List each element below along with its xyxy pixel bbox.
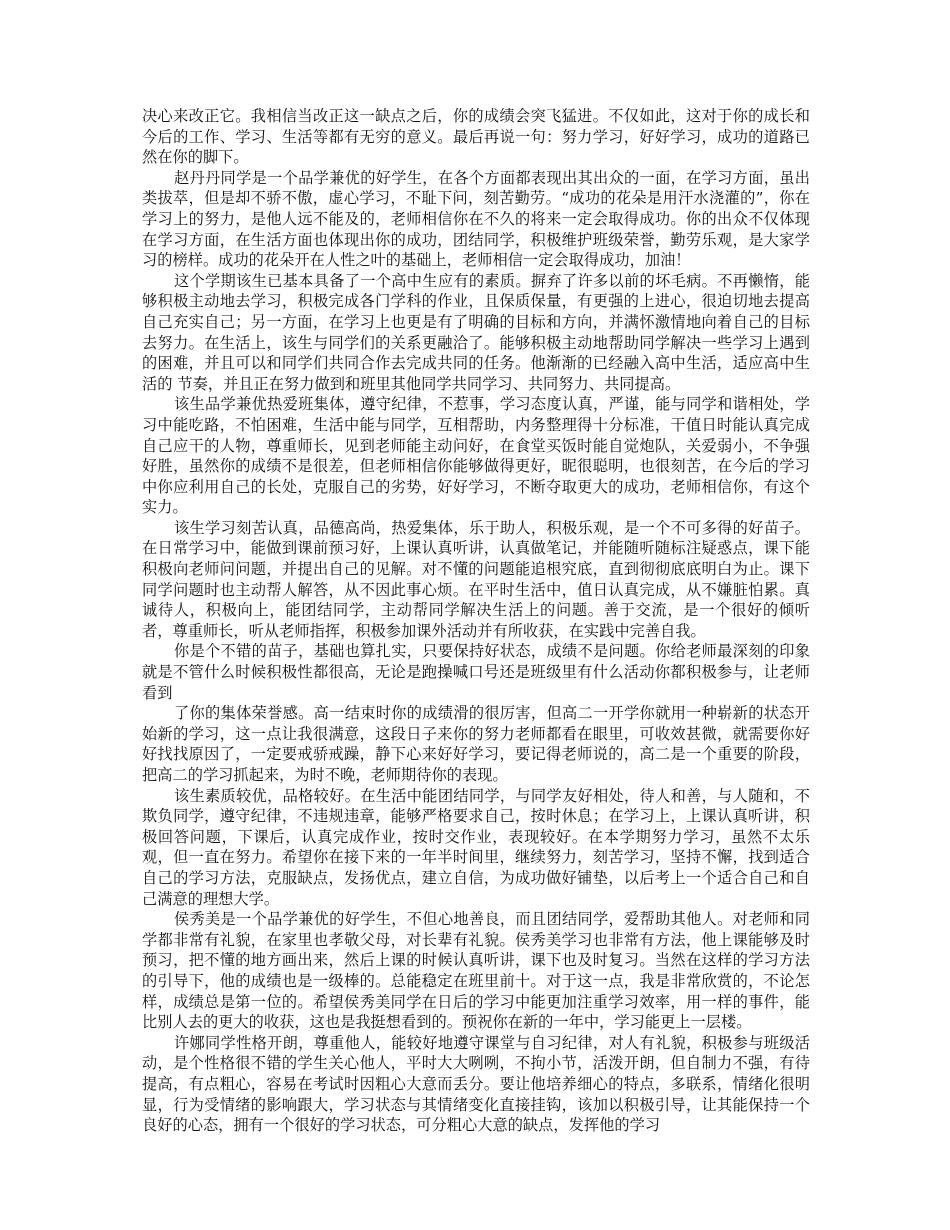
paragraph-semester-progress: 这个学期该生已基本具备了一个高中生应有的素质。摒弃了许多以前的坏毛病。不再懒惰，能够积极主动地去学习，积极完成各门学科的作业，且保质保量，有更强的上进心，很迫切地去提高自己充实自己；另一方面，在学习上也更是有了明确的目标和方向，并满怀激情地向着自己的目标去努力。在生活上，该生与同学们的关系更融洽了。能够积极主动地帮助同学解决一些学习上遇到的困难，并且可以和同学们共同合作去完成共同的任务。他渐渐的已经融入高中生活，适应高中生活的 节奏，并且正在努力做到和班里其他同学共同学习、共同努力、共同提高。 [142, 271, 810, 393]
paragraph-collective-honor: 了你的集体荣誉感。高一结束时你的成绩滑的很厉害，但高二一开学你就用一种崭新的状态开始新的学习，这一点让我很满意，这段日子来你的努力老师都看在眼里，可收效甚微，就需要你好好找找原因了，一定要戒骄戒躁，静下心来好好学习，要记得老师说的，高二是一个重要的阶段，把高二的学习抓起来，为时不晚，老师期待你的表现。 [142, 704, 810, 784]
paragraph-xu-na: 许娜同学性格开朗，尊重他人，能较好地遵守课堂与自习纪律，对人有礼貌，积极参与班级活动，是个性格很不错的学生关心他人，平时大大咧咧，不拘小节，活泼开朗，但自制力不强，有待提高，有点粗心，容易在考试时因粗心大意而丢分。要让他培养细心的特点，多联系，情绪化很明显，行为受情绪的影响跟大，学习状态与其情绪变化直接挂钩，该加以积极引导，让其能保持一个良好的心态，拥有一个很好的学习状态，可分粗心大意的缺点，发挥他的学习 [142, 1033, 810, 1135]
paragraph-continued: 决心来改正它。我相信当改正这一缺点之后，你的成绩会突飞猛进。不仅如此，这对于你的成长和今后的工作、学习、生活等都有无穷的意义。最后再说一句：努力学习，好好学习，成功的道路已然在你的脚下。 [142, 107, 810, 167]
paragraph-zhao-dandan: 赵丹丹同学是一个品学兼优的好学生，在各个方面都表现出其出众的一面，在学习方面，虽出类拔萃，但是却不骄不傲，虚心学习，不耻下问，刻苦勤劳。“成功的花朵是用汗水浇灌的”，你在学习上的努力，是他人远不能及的，老师相信你在不久的将来一定会取得成功。你的出众不仅体现在学习方面，在生活方面也体现出你的成功，团结同学，积极维护班级荣誉，勤劳乐观，是大家学习的榜样。成功的花朵开在人性之叶的基础上，老师相信一定会取得成功，加油！ [142, 168, 810, 270]
paragraph-hardworking: 该生学习刻苦认真，品德高尚，热爱集体，乐于助人，积极乐观，是一个不可多得的好苗子。在日常学习中，能做到课前预习好，上课认真听讲，认真做笔记，并能随听随标注疑惑点，课下能积极向老师问问题，并提出自己的见解。对不懂的问题能追根究底，直到彻彻底底明白为止。课下同学问题时也主动帮人解答，从不因此事心烦。在平时生活中，值日认真完成，从不嫌脏怕累。真诚待人，积极向上，能团结同学，主动帮同学解决生活上的问题。善于交流，是一个很好的倾听者，尊重师长，听从老师指挥，积极参加课外活动并有所收获，在实践中完善自我。 [142, 518, 810, 640]
paragraph-hou-xiumei: 侯秀美是一个品学兼优的好学生，不但心地善良，而且团结同学，爱帮助其他人。对老师和同学都非常有礼貌，在家里也孝敬父母，对长辈有礼貌。侯秀美学习也非常有方法，他上课能够及时预习，把不懂的地方画出来，然后上课的时候认真听讲，课下也及时复习。当然在这样的学习方法的引导下，他的成绩也是一级棒的。总能稳定在班里前十。对于这一点，我是非常欣赏的，不论怎样，成绩总是第一位的。希望侯秀美同学在日后的学习中能更加注重学习效率，用一样的事件，能比别人去的更大的收获，这也是我挺想看到的。预祝你在新的一年中，学习能更上一层楼。 [142, 910, 810, 1032]
paragraph-good-seedling: 你是个不错的苗子，基础也算扎实，只要保持好状态，成绩不是问题。你给老师最深刻的印象就是不管什么时候积极性都很高，无论是跑操喊口号还是班级里有什么活动你都积极参与，让老师看到 [142, 642, 810, 702]
paragraph-class-love: 该生品学兼优热爱班集体，遵守纪律，不惹事，学习态度认真，严谨，能与同学和谐相处，学习中能吃路，不怕困难，生活中能与同学，互相帮助，内务整理得十分标准，干值日时能认真完成自己应干的人物，尊重师长，见到老师能主动问好，在食堂买饭时能自觉炮队，关爱弱小，不争强好胜，虽然你的成绩不是很差，但老师相信你能够做得更好，昵很聪明，也很刻苦，在今后的学习中你应利用自己的长处，克服自己的劣势，好好学习，不断夺取更大的成功，老师相信你，有这个实力。 [142, 395, 810, 517]
paragraph-good-quality: 该生素质较优，品格较好。在生活中能团结同学，与同学友好相处，待人和善，与人随和，不欺负同学，遵守纪律，不违规违章，能够严格要求自己，按时休息；在学习上，上课认真听讲，积极回答问题，下课后，认真完成作业，按时交作业，表现较好。在本学期努力学习，虽然不太乐观，但一直在努力。希望你在接下来的一年半时间里，继续努力，刻苦学习，坚持不懈，找到适合自己的学习方法，克服缺点，发扬优点，建立自信，为成功做好铺垫，以后考上一个适合自己和自己满意的理想大学。 [142, 786, 810, 908]
document-body [142, 106, 810, 1136]
